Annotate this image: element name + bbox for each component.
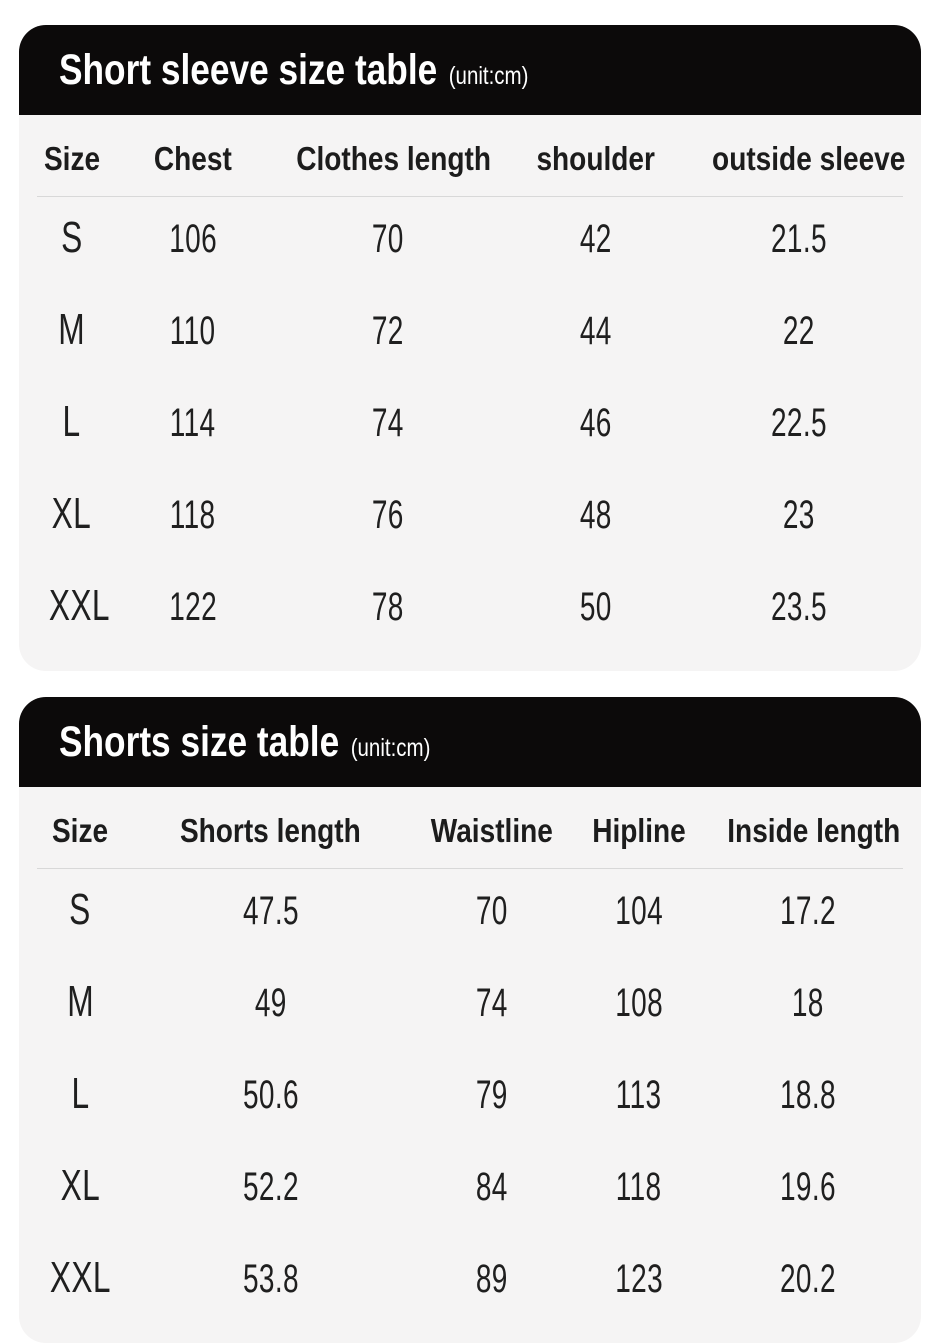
table-cell: 104 bbox=[614, 888, 663, 933]
table-cell: 18 bbox=[791, 980, 824, 1025]
table-cell: 23.5 bbox=[771, 584, 828, 629]
shorts-card-header bbox=[19, 697, 921, 787]
col-header-size: Size bbox=[37, 787, 124, 869]
table-row bbox=[37, 381, 903, 473]
short-sleeve-card-header bbox=[19, 25, 921, 115]
table-cell: L bbox=[62, 397, 81, 446]
col-header-chest: Chest bbox=[106, 115, 279, 197]
table-cell: 118 bbox=[616, 1164, 662, 1209]
table-cell: 23 bbox=[783, 492, 815, 537]
col-header-shorts-length: Shorts length bbox=[124, 787, 418, 869]
table-cell: 118 bbox=[170, 492, 216, 537]
table-cell: 18.8 bbox=[779, 1072, 836, 1117]
shorts-size-card bbox=[19, 697, 921, 1343]
table-row bbox=[37, 1145, 903, 1237]
table-cell: 17.2 bbox=[779, 888, 836, 933]
table-cell: 47.5 bbox=[242, 888, 299, 933]
short-sleeve-size-card bbox=[19, 25, 921, 671]
col-header-clothes-length: Clothes length bbox=[279, 115, 496, 197]
table-row bbox=[37, 197, 903, 290]
table-cell: S bbox=[69, 885, 92, 934]
table-cell: 113 bbox=[616, 1072, 662, 1117]
table-row bbox=[37, 473, 903, 565]
table-cell: XL bbox=[51, 489, 92, 538]
table-row bbox=[37, 869, 903, 962]
col-header-waistline: Waistline bbox=[418, 787, 565, 869]
table-cell: 78 bbox=[371, 584, 404, 629]
table-cell: 20.2 bbox=[779, 1256, 836, 1301]
table-row bbox=[37, 961, 903, 1053]
short-sleeve-size-table bbox=[37, 115, 906, 657]
table-cell: XL bbox=[60, 1161, 101, 1210]
table-cell: 79 bbox=[475, 1072, 508, 1117]
table-cell: 50 bbox=[579, 584, 612, 629]
table-cell: 72 bbox=[371, 308, 404, 353]
unit-label: (unit:cm) bbox=[448, 61, 529, 90]
table-cell: 108 bbox=[614, 980, 663, 1025]
table-cell: L bbox=[71, 1069, 90, 1118]
table-cell: 70 bbox=[371, 216, 404, 261]
table-cell: 42 bbox=[579, 216, 612, 261]
short-sleeve-card-body bbox=[19, 115, 921, 671]
table-cell: XXL bbox=[49, 1253, 111, 1302]
table-cell: M bbox=[58, 305, 86, 354]
table-cell: 74 bbox=[371, 400, 404, 445]
table-cell: 53.8 bbox=[242, 1256, 299, 1301]
table-cell: 110 bbox=[170, 308, 216, 353]
unit-label: (unit:cm) bbox=[350, 733, 431, 762]
table-cell: 48 bbox=[579, 492, 612, 537]
col-header-shoulder: shoulder bbox=[496, 115, 695, 197]
col-header-hipline: Hipline bbox=[565, 787, 712, 869]
table-title: Shorts size table bbox=[59, 717, 340, 766]
table-cell: 19.6 bbox=[779, 1164, 836, 1209]
table-cell: S bbox=[60, 213, 83, 262]
table-cell: 44 bbox=[579, 308, 612, 353]
table-row bbox=[37, 565, 903, 657]
table-cell: 106 bbox=[168, 216, 217, 261]
table-cell: 21.5 bbox=[771, 216, 828, 261]
table-cell: 46 bbox=[579, 400, 612, 445]
table-title: Short sleeve size table bbox=[59, 45, 438, 94]
table-cell: 22.5 bbox=[771, 400, 828, 445]
header-row bbox=[37, 787, 903, 869]
table-cell: 76 bbox=[371, 492, 404, 537]
table-cell: 89 bbox=[475, 1256, 508, 1301]
card-title-group bbox=[59, 717, 431, 766]
table-cell: XXL bbox=[48, 581, 110, 630]
card-title-group bbox=[59, 45, 529, 94]
table-cell: 50.6 bbox=[242, 1072, 299, 1117]
table-cell: 22 bbox=[783, 308, 815, 353]
table-row bbox=[37, 1053, 903, 1145]
header-row bbox=[37, 115, 903, 197]
table-cell: 84 bbox=[475, 1164, 508, 1209]
table-cell: 49 bbox=[254, 980, 287, 1025]
shorts-card-body bbox=[19, 787, 921, 1343]
table-cell: 122 bbox=[168, 584, 217, 629]
col-header-outside-sleeve: outside sleeve bbox=[695, 115, 903, 197]
table-row bbox=[37, 1237, 903, 1329]
table-row bbox=[37, 289, 903, 381]
table-cell: 114 bbox=[170, 400, 216, 445]
col-header-inside-length: Inside length bbox=[712, 787, 903, 869]
table-cell: 123 bbox=[614, 1256, 663, 1301]
table-cell: 70 bbox=[475, 888, 508, 933]
col-header-size: Size bbox=[37, 115, 106, 197]
shorts-size-table bbox=[37, 787, 903, 1329]
table-cell: 52.2 bbox=[242, 1164, 299, 1209]
table-cell: M bbox=[66, 977, 94, 1026]
table-cell: 74 bbox=[475, 980, 508, 1025]
